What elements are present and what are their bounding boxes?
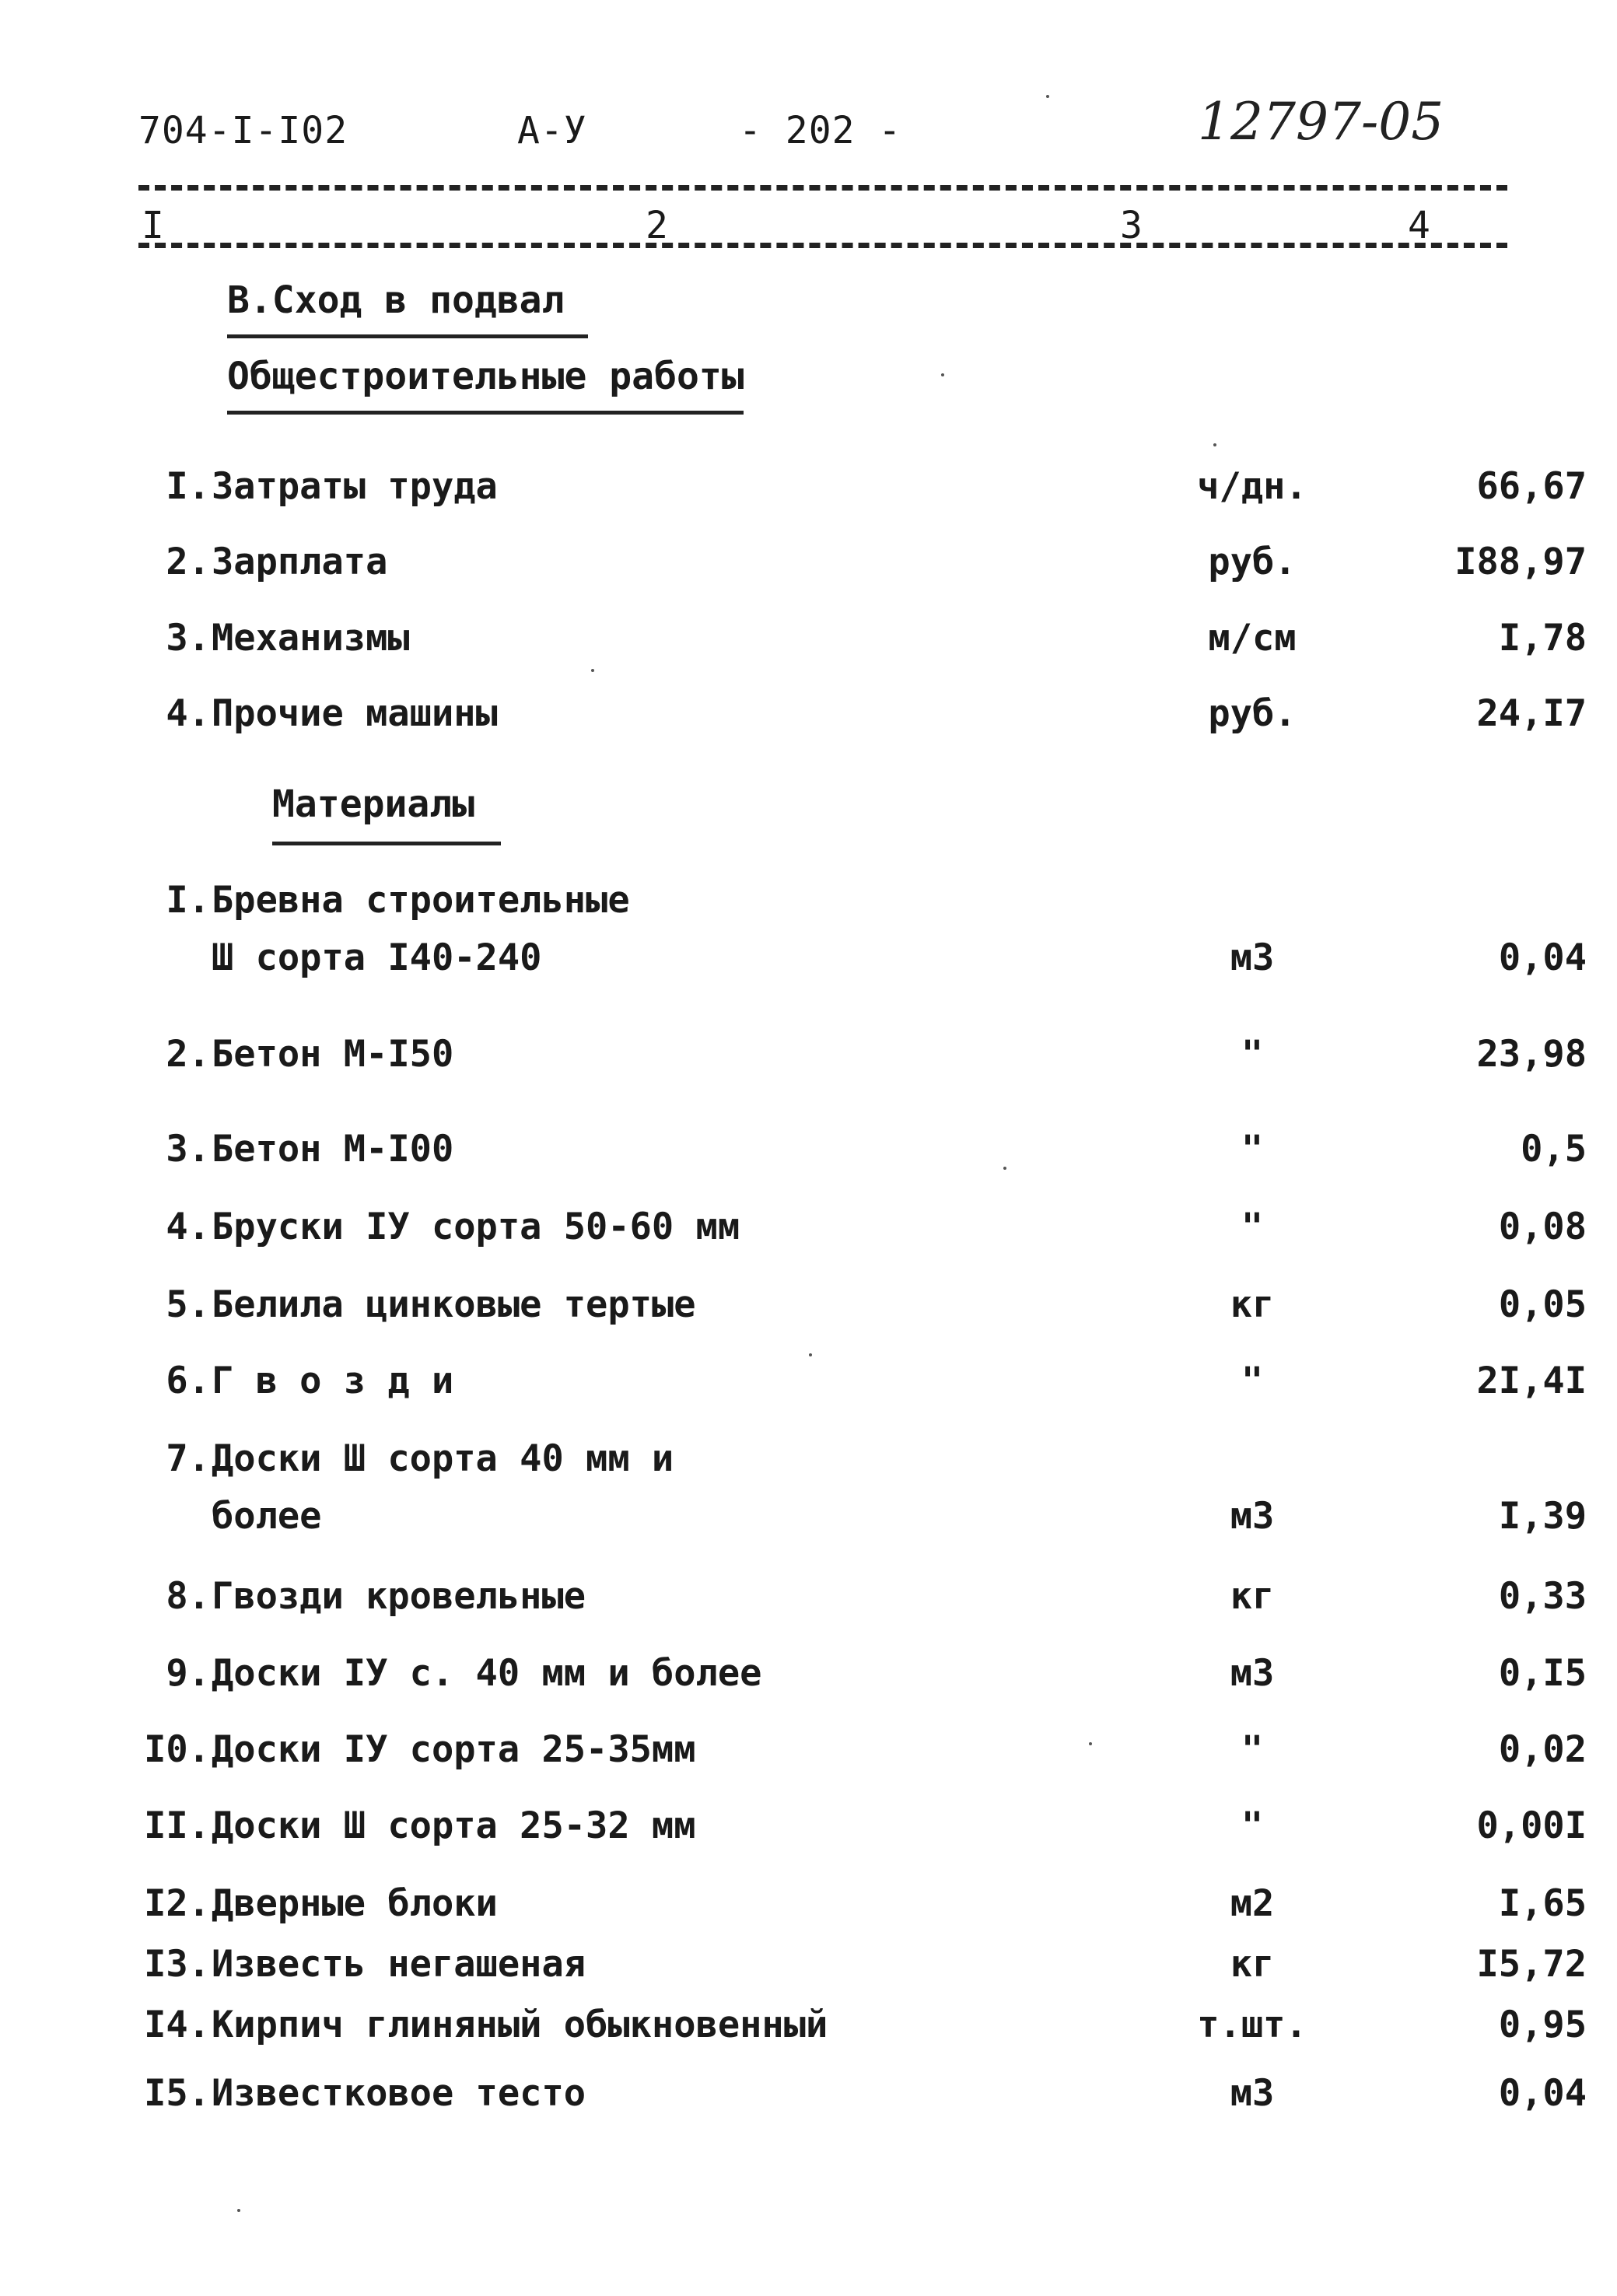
row-name-continued: Ш сорта I40-240 (212, 936, 542, 979)
materials-title-underline (272, 842, 501, 845)
row-value: 0,I5 (1498, 1652, 1587, 1695)
row-value: I5,72 (1476, 1943, 1587, 1986)
row-number: 5. (166, 1283, 210, 1326)
row-value: I,39 (1498, 1495, 1587, 1538)
row-number: 8. (166, 1575, 210, 1618)
row-name: Прочие машины (212, 692, 498, 735)
page-number: - 202 - (739, 109, 902, 152)
row-value: 0,04 (1498, 2072, 1587, 2115)
column-number-1: I (142, 204, 164, 247)
row-name: Доски IУ сорта 25-35мм (212, 1728, 696, 1771)
row-name: Доски Ш сорта 25-32 мм (212, 1804, 696, 1847)
table-row (124, 1128, 1587, 1182)
table-row (124, 541, 1587, 595)
table-row (124, 1575, 1587, 1629)
document-code: 704-I-I02 (138, 109, 348, 152)
row-unit: " (1241, 1728, 1264, 1771)
dashed-rule-bottom (138, 243, 1507, 248)
row-number: II. (144, 1804, 210, 1847)
row-value: 0,02 (1498, 1728, 1587, 1771)
row-value: 2I,4I (1476, 1360, 1587, 1402)
row-name: Бетон М-I50 (212, 1033, 454, 1076)
table-row (124, 1283, 1587, 1338)
row-unit: ч/дн. (1197, 465, 1307, 508)
row-number: I5. (144, 2072, 210, 2115)
row-number: I4. (144, 2004, 210, 2046)
row-name: Известковое тесто (212, 2072, 586, 2115)
scan-speck (1046, 95, 1049, 98)
row-number: 3. (166, 617, 210, 660)
row-name: Гвозди кровельные (212, 1575, 586, 1618)
row-name: Г в о з д и (212, 1360, 454, 1402)
row-unit: кг (1230, 1575, 1275, 1618)
row-name: Бруски IУ сорта 50-60 мм (212, 1206, 740, 1248)
column-number-4: 4 (1408, 204, 1430, 247)
row-value: I88,97 (1454, 541, 1587, 583)
table-row (124, 2072, 1587, 2126)
table-row (124, 1943, 1587, 1997)
row-name: Дверные блоки (212, 1882, 498, 1925)
row-unit: " (1241, 1033, 1264, 1076)
section-subtitle-underline (227, 411, 744, 415)
row-name: Кирпич глиняный обыкновенный (212, 2004, 828, 2046)
row-number: 2. (166, 1033, 210, 1076)
dashed-rule-top (138, 185, 1507, 191)
row-unit: м2 (1230, 1882, 1275, 1925)
row-value: 66,67 (1476, 465, 1587, 508)
row-number: 4. (166, 1206, 210, 1248)
row-value: 0,5 (1521, 1128, 1587, 1171)
row-number: 2. (166, 541, 210, 583)
section-title-underline (227, 334, 588, 338)
row-value: 0,08 (1498, 1206, 1587, 1248)
row-name: Бетон М-I00 (212, 1128, 454, 1171)
row-value: 23,98 (1476, 1033, 1587, 1076)
row-name: Белила цинковые тертые (212, 1283, 696, 1326)
row-number: I. (166, 465, 210, 508)
row-unit: руб. (1208, 692, 1297, 735)
row-number: I3. (144, 1943, 210, 1986)
materials-title: Материалы (272, 782, 475, 826)
table-row (124, 1728, 1587, 1783)
row-name: Механизмы (212, 617, 410, 660)
row-value: 24,I7 (1476, 692, 1587, 735)
handwritten-number: 12797-05 (1198, 92, 1444, 152)
row-unit: " (1241, 1128, 1264, 1171)
section-subtitle: Общестроительные работы (227, 355, 744, 398)
row-unit: руб. (1208, 541, 1297, 583)
row-unit: м3 (1230, 1495, 1275, 1538)
table-row (124, 1033, 1587, 1087)
column-number-2: 2 (646, 204, 668, 247)
column-number-3: 3 (1120, 204, 1143, 247)
scan-speck (1003, 1167, 1006, 1170)
row-unit: м/см (1208, 617, 1297, 660)
row-unit: м3 (1230, 936, 1275, 979)
scan-speck (237, 2209, 240, 2212)
row-name-continued: более (212, 1495, 322, 1538)
section-title: В.Сход в подвал (227, 278, 565, 322)
table-row (124, 1652, 1587, 1706)
table-row (124, 2004, 1587, 2058)
album-code: А-У (517, 109, 587, 152)
row-number: 4. (166, 692, 210, 735)
row-value: I,78 (1498, 617, 1587, 660)
row-value: 0,05 (1498, 1283, 1587, 1326)
table-row (124, 1206, 1587, 1260)
row-number: 9. (166, 1652, 210, 1695)
table-row (124, 692, 1587, 747)
row-name: Зарплата (212, 541, 388, 583)
row-unit: " (1241, 1360, 1264, 1402)
row-value: 0,04 (1498, 936, 1587, 979)
row-number: I0. (144, 1728, 210, 1771)
row-number: I2. (144, 1882, 210, 1925)
row-value: 0,95 (1498, 2004, 1587, 2046)
row-unit: т.шт. (1197, 2004, 1307, 2046)
row-unit: кг (1230, 1943, 1275, 1986)
table-row (124, 1804, 1587, 1859)
scan-speck (1213, 443, 1216, 446)
row-unit: " (1241, 1804, 1264, 1847)
table-row (124, 465, 1587, 520)
table-row (124, 617, 1587, 671)
table-row (124, 1437, 1587, 1538)
row-unit: кг (1230, 1283, 1275, 1326)
row-unit: " (1241, 1206, 1264, 1248)
row-name: Бревна строительные (212, 879, 630, 922)
scan-speck (591, 669, 594, 672)
row-number: I. (166, 879, 210, 922)
table-row (124, 1360, 1587, 1414)
table-row (124, 1882, 1587, 1937)
row-number: 6. (166, 1360, 210, 1402)
row-value: 0,00I (1476, 1804, 1587, 1847)
row-name: Доски Ш сорта 40 мм и (212, 1437, 674, 1480)
row-value: I,65 (1498, 1882, 1587, 1925)
scan-speck (1089, 1742, 1092, 1745)
row-unit: м3 (1230, 2072, 1275, 2115)
scan-speck (941, 373, 944, 376)
row-number: 7. (166, 1437, 210, 1480)
row-unit: м3 (1230, 1652, 1275, 1695)
table-row (124, 879, 1587, 979)
row-number: 3. (166, 1128, 210, 1171)
row-name: Затраты труда (212, 465, 498, 508)
row-name: Известь негашеная (212, 1943, 586, 1986)
row-value: 0,33 (1498, 1575, 1587, 1618)
row-name: Доски IУ с. 40 мм и более (212, 1652, 762, 1695)
scan-speck (809, 1353, 812, 1356)
